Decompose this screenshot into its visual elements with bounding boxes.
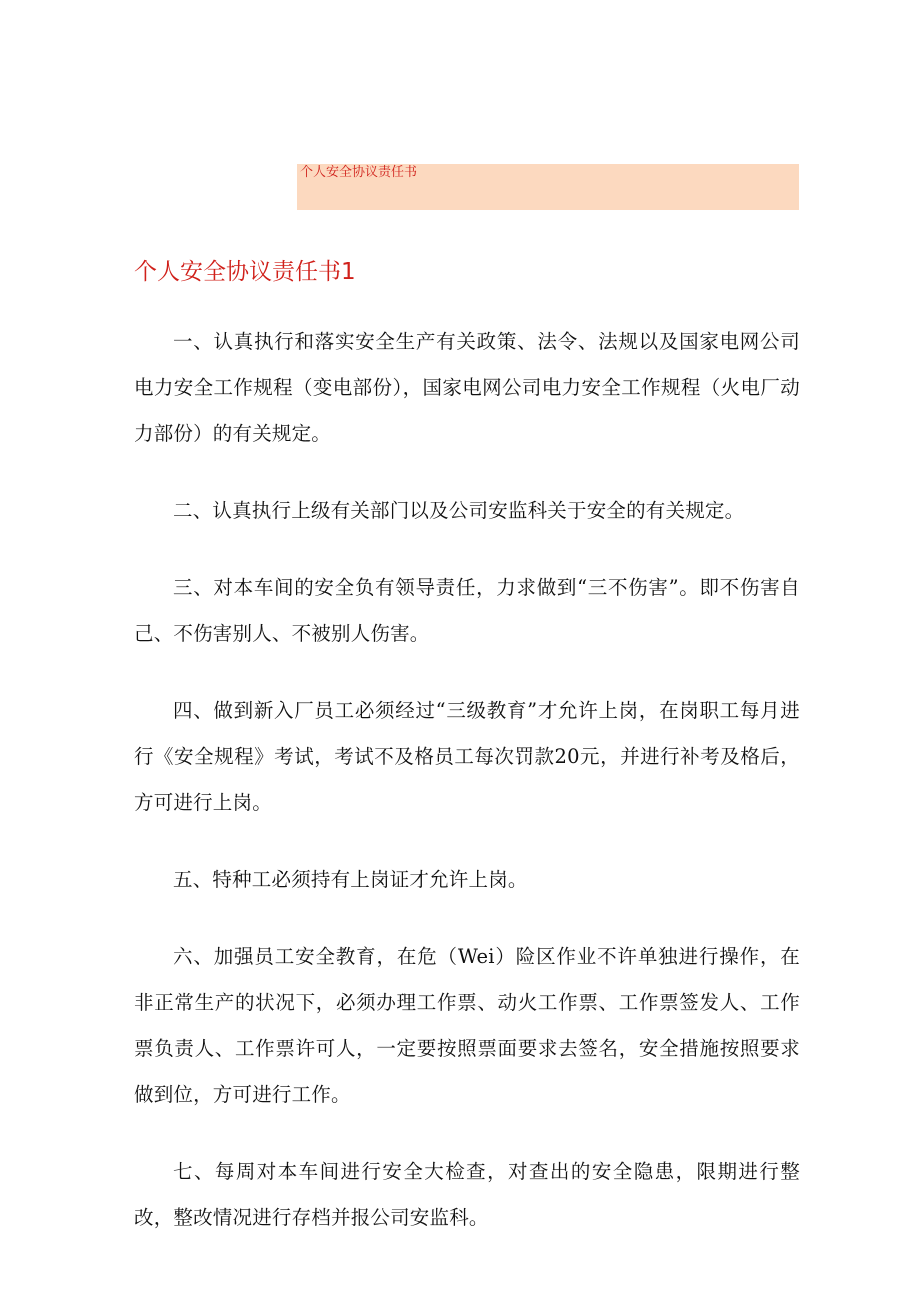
header-label: 个人安全协议责任书: [300, 165, 418, 180]
paragraph-7: 七、每周对本车间进行安全大检查，对查出的安全隐患，限期进行整改，整改情况进行存档并报公司安监科。: [134, 1160, 800, 1229]
paragraph-2: 二、认真执行上级有关部门以及公司安监科关于安全的有关规定。: [173, 499, 745, 522]
document-title: 个人安全协议责任书1: [134, 259, 356, 285]
document-body: [134, 319, 800, 1272]
paragraph-1: 一、认真执行和落实安全生产有关政策、法令、法规以及国家电网公司电力安全工作规程（变电部份），国家电网公司电力安全工作规程（火电厂动力部份）的有关规定。: [134, 330, 800, 445]
paragraph-4: 四、做到新入厂员工必须经过“三级教育”才允许上岗，在岗职工每月进行《安全规程》考试，考试不及格员工每次罚款20元，并进行补考及格后，方可进行上岗。: [134, 699, 800, 814]
paragraph-6: 六、加强员工安全教育，在危（Wei）险区作业不许单独进行操作，在非正常生产的状况下，必须办理工作票、动火工作票、工作票签发人、工作票负责人、工作票许可人，一定要按照票面要求去签名，安全措施按照要求做到位，方可进行工作。: [134, 945, 800, 1106]
paragraph-3: 三、对本车间的安全负有领导责任，力求做到“三不伤害”。即不伤害自己、不伤害别人、不被别人伤害。: [134, 576, 800, 645]
header-band: [297, 164, 799, 210]
paragraph-5: 五、特种工必须持有上岗证才允许上岗。: [173, 868, 528, 891]
